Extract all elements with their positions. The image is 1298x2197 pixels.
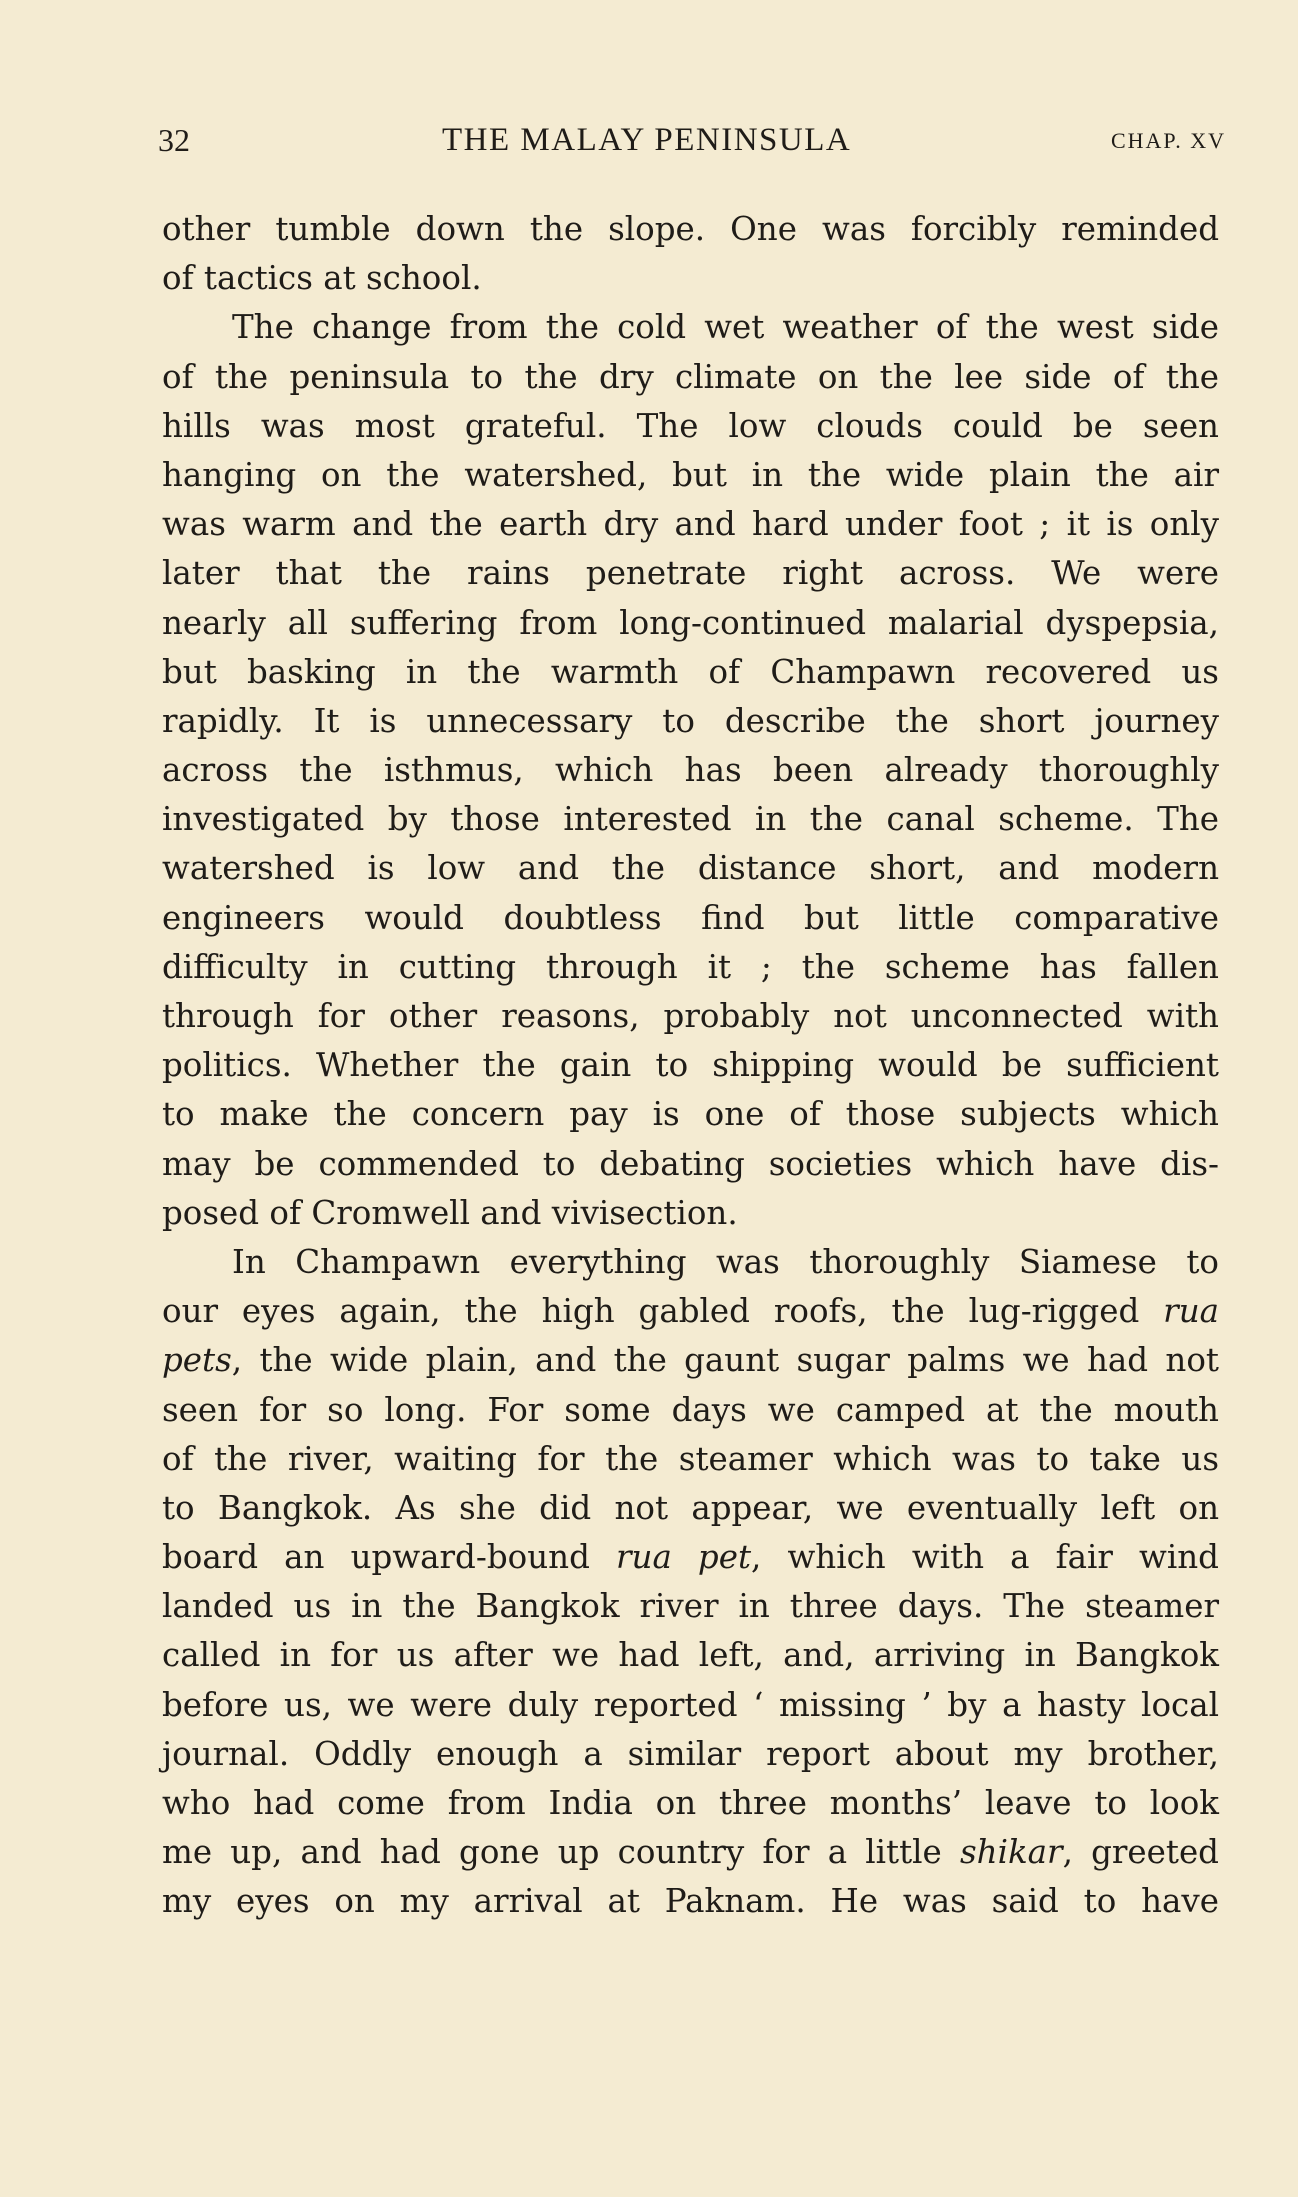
italic-term: pets bbox=[162, 1341, 232, 1380]
text-line bbox=[162, 1877, 1219, 1926]
text-line bbox=[162, 549, 1219, 598]
text-line bbox=[162, 795, 1219, 844]
text-run: hills was most grateful. The low clouds could be seen bbox=[162, 406, 1219, 445]
text-run: called in for us after we had left, and, arriving in Bangkok bbox=[162, 1636, 1219, 1675]
text-run: later that the rains penetrate right across. We were bbox=[162, 554, 1219, 593]
text-line bbox=[162, 1336, 1219, 1385]
text-run: nearly all suffering from long-continued malarial dyspepsia, bbox=[162, 603, 1219, 642]
italic-term: rua bbox=[1163, 1292, 1219, 1331]
text-run: board an upward-bound bbox=[162, 1538, 616, 1577]
text-run: me up, and had gone up country for a little bbox=[162, 1833, 960, 1872]
text-line bbox=[162, 1287, 1219, 1336]
text-line bbox=[162, 303, 1219, 352]
text-line bbox=[162, 254, 1219, 303]
text-line bbox=[162, 697, 1219, 746]
text-line bbox=[162, 1631, 1219, 1680]
text-line bbox=[162, 1238, 1219, 1287]
text-line bbox=[162, 648, 1219, 697]
text-run: before us, we were duly reported ‘ missing ’ by a hasty local bbox=[162, 1685, 1219, 1724]
text-run: hanging on the watershed, but in the wide plain the air bbox=[162, 455, 1219, 494]
text-line bbox=[162, 1386, 1219, 1435]
text-run: may be commended to debating societies which have dis- bbox=[162, 1144, 1219, 1183]
text-run: difficulty in cutting through it ; the scheme has fallen bbox=[162, 947, 1219, 986]
text-line bbox=[162, 1435, 1219, 1484]
text-line bbox=[162, 746, 1219, 795]
text-run: of the peninsula to the dry climate on the lee side of the bbox=[162, 357, 1219, 396]
text-line bbox=[162, 1828, 1219, 1877]
text-run: journal. Oddly enough a similar report about my brother, bbox=[162, 1734, 1219, 1773]
text-run: , greeted bbox=[1062, 1833, 1219, 1872]
text-line bbox=[162, 353, 1219, 402]
text-line bbox=[162, 1140, 1219, 1189]
text-line bbox=[162, 451, 1219, 500]
text-run: my eyes on my arrival at Paknam. He was said to have bbox=[162, 1882, 1219, 1921]
chapter-label: CHAP. XV bbox=[1110, 128, 1226, 153]
running-head bbox=[158, 118, 1226, 162]
text-run: landed us in the Bangkok river in three days. The steamer bbox=[162, 1587, 1219, 1626]
text-line bbox=[162, 1533, 1219, 1582]
italic-term: shikar bbox=[959, 1833, 1063, 1872]
text-run: watershed is low and the distance short, and modern bbox=[162, 849, 1219, 888]
text-run: posed of Cromwell and vivisection. bbox=[162, 1193, 738, 1232]
text-run: , the wide plain, and the gaunt sugar palms we had not bbox=[231, 1341, 1219, 1380]
text-line bbox=[162, 894, 1219, 943]
text-run: was warm and the earth dry and hard under foot ; it is only bbox=[162, 505, 1219, 544]
text-run: politics. Whether the gain to shipping would be sufficient bbox=[162, 1046, 1219, 1085]
text-run: In Champawn everything was thoroughly Siamese to bbox=[232, 1242, 1219, 1281]
text-line bbox=[162, 1484, 1219, 1533]
text-run: engineers would doubtless find but little comparative bbox=[162, 898, 1219, 937]
text-run: The change from the cold wet weather of the west side bbox=[232, 308, 1219, 347]
text-run: across the isthmus, which has been already thoroughly bbox=[162, 751, 1219, 790]
text-run: to Bangkok. As she did not appear, we eventually left on bbox=[162, 1488, 1219, 1527]
text-line bbox=[162, 1779, 1219, 1828]
text-run: of tactics at school. bbox=[162, 259, 482, 298]
text-line bbox=[162, 1582, 1219, 1631]
text-line bbox=[162, 992, 1219, 1041]
text-run: our eyes again, the high gabled roofs, the lug-rigged bbox=[162, 1292, 1164, 1331]
text-line bbox=[162, 1681, 1219, 1730]
text-line bbox=[162, 943, 1219, 992]
text-line bbox=[162, 402, 1219, 451]
text-run: but basking in the warmth of Champawn recovered us bbox=[162, 652, 1219, 691]
text-run: to make the concern pay is one of those subjects which bbox=[162, 1095, 1219, 1134]
text-run: investigated by those interested in the canal scheme. The bbox=[162, 800, 1219, 839]
text-line bbox=[162, 1041, 1219, 1090]
text-line bbox=[162, 1730, 1219, 1779]
text-line bbox=[162, 500, 1219, 549]
text-run: through for other reasons, probably not unconnected with bbox=[162, 997, 1219, 1035]
text-run: other tumble down the slope. One was forcibly reminded bbox=[162, 210, 1219, 248]
italic-term: rua pet bbox=[615, 1538, 752, 1577]
page-number: 32 bbox=[158, 122, 190, 158]
text-run: rapidly. It is unnecessary to describe the short journey bbox=[162, 701, 1219, 740]
text-line bbox=[162, 599, 1219, 648]
body-text bbox=[162, 205, 1219, 1927]
book-title: THE MALAY PENINSULA bbox=[442, 122, 852, 158]
text-line bbox=[162, 1189, 1219, 1238]
text-run: , which with a fair wind bbox=[751, 1538, 1219, 1577]
text-line bbox=[162, 205, 1219, 254]
text-run: of the river, waiting for the steamer which was to take us bbox=[162, 1439, 1219, 1478]
text-line bbox=[162, 1090, 1219, 1139]
text-run: who had come from India on three months’ leave to look bbox=[162, 1784, 1219, 1822]
text-run: seen for so long. For some days we camped at the mouth bbox=[162, 1390, 1219, 1429]
text-line bbox=[162, 844, 1219, 893]
